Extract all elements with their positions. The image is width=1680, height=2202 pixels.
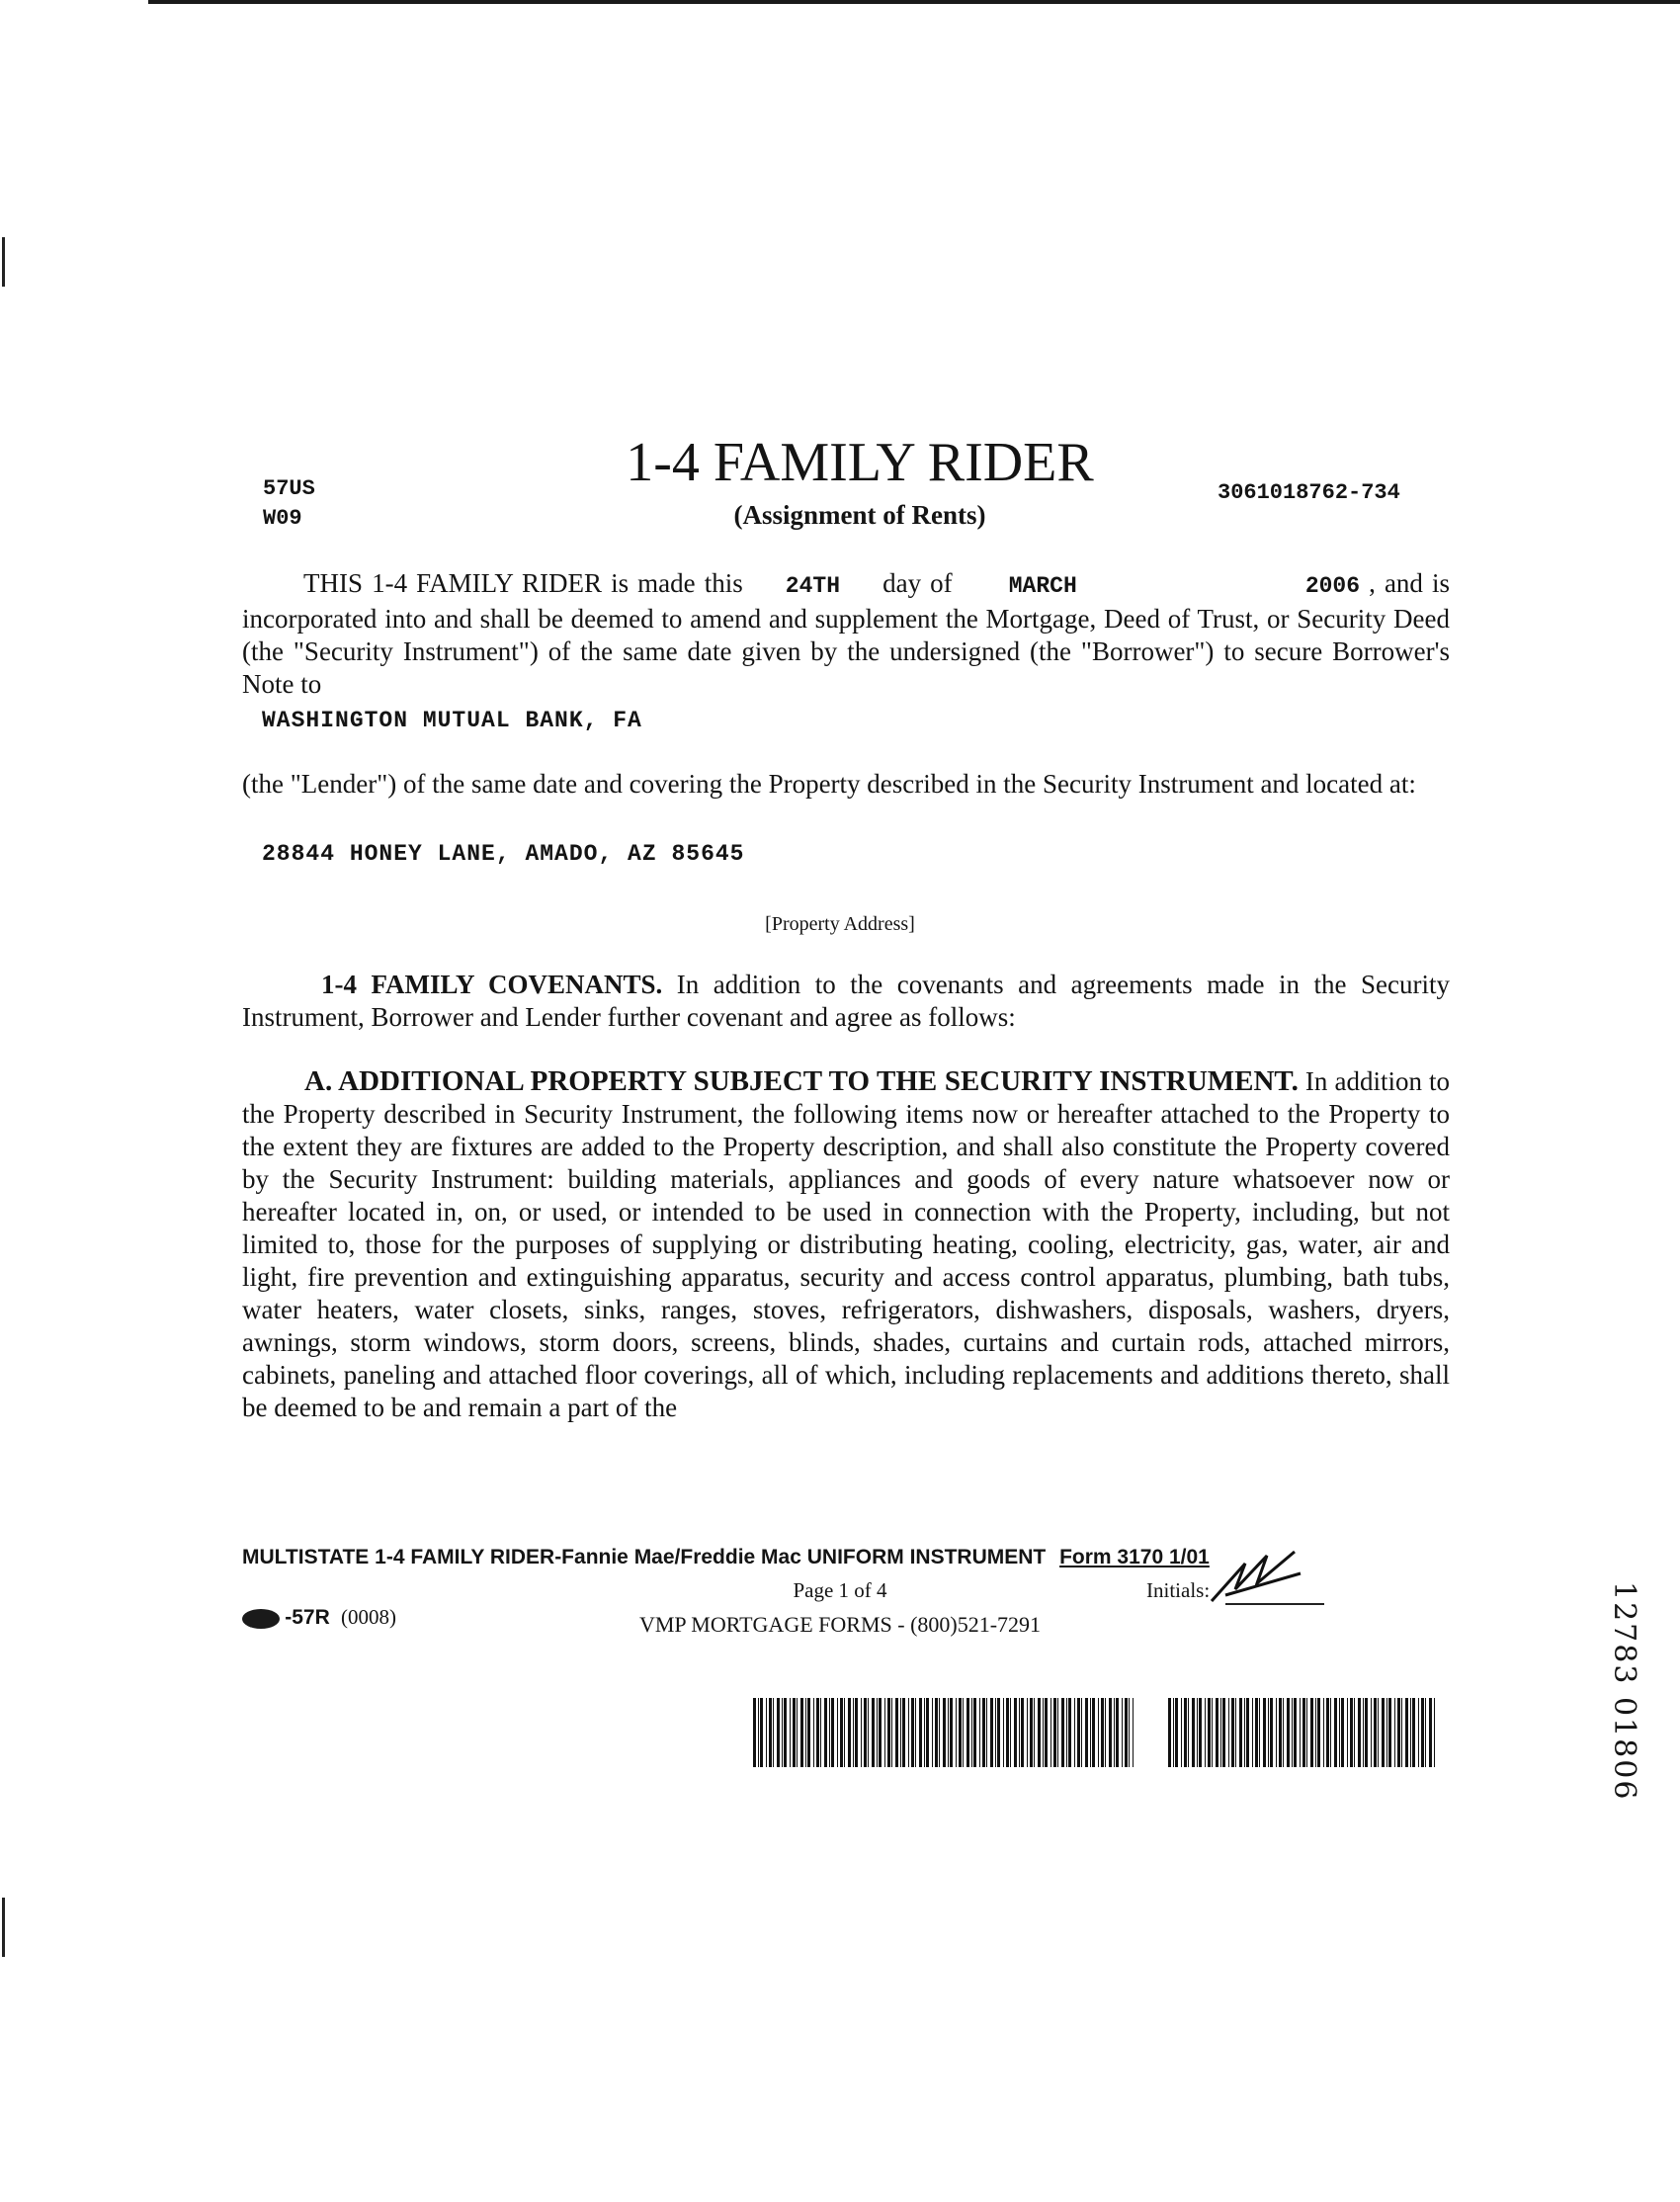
barcode-bar [1092,1698,1095,1767]
initials-label: Initials: [1146,1578,1211,1602]
barcode-bar [837,1698,838,1767]
barcode-bar [1081,1698,1082,1767]
intro-day: 24TH [785,573,841,599]
barcode-bar [1306,1698,1307,1767]
barcode-bar [793,1698,796,1767]
barcode-bar [813,1698,814,1767]
barcode-bar [1006,1698,1009,1767]
barcode-bar [1027,1698,1028,1767]
barcode-bar [1425,1698,1426,1767]
intro-paragraph [242,567,1450,701]
barcode-bar [932,1698,933,1767]
intro-text-3: , and is incorporated into and shall be deemed to amend and supplement the Mortgage, Deed of Trust, or Security Deed (the "Security Instrument") of the same date given by the undersigned (the "Borrower") to secure Borrower's Note to [242,568,1451,699]
barcode-bar [760,1698,763,1767]
barcode-bar [1045,1698,1048,1767]
barcode-bar [1330,1698,1331,1767]
barcode-bar [773,1698,774,1767]
barcode-bar [853,1698,854,1767]
barcode-bar [1074,1698,1075,1767]
barcode-bar [800,1698,803,1767]
barcode-bar [790,1698,791,1767]
barcode-bar [1374,1698,1377,1767]
barcode-bar [1405,1698,1408,1767]
barcode-bar [1358,1698,1361,1767]
barcode-bar [1317,1698,1320,1767]
barcode-bar [1184,1698,1187,1767]
barcode-bar [864,1698,867,1767]
barcode-bar [848,1698,851,1767]
footer-instrument [242,1546,1210,1569]
barcode-bar [1263,1698,1266,1767]
barcode-bar [1125,1698,1128,1767]
barcode-bar [1220,1698,1221,1767]
barcode-bar [1294,1698,1297,1767]
barcode-bar [1326,1698,1329,1767]
property-address: 28844 HONEY LANE, AMADO, AZ 85645 [262,841,745,867]
barcode-bar [1421,1698,1424,1767]
barcode-bar [855,1698,858,1767]
barcode-bar [877,1698,878,1767]
barcode-bar [1043,1698,1044,1767]
barcode-bar [1205,1698,1206,1767]
barcode-bar [911,1698,914,1767]
barcode-bar [840,1698,843,1767]
barcode-bar [1173,1698,1174,1767]
barcode-bar [1228,1698,1229,1767]
barcode-bar [1334,1698,1337,1767]
barcode-bar [1231,1698,1234,1767]
property-address-label: [Property Address] [765,913,915,935]
barcode-bar [1181,1698,1182,1767]
barcode-bar [1401,1698,1402,1767]
intro-month: MARCH [1008,573,1077,599]
barcode-bar [1252,1698,1253,1767]
barcode-bar [1246,1698,1249,1767]
side-stamp-number [1609,1581,1648,1801]
barcode-bar [1412,1698,1415,1767]
barcode-bar [1114,1698,1115,1767]
barcode-bar [807,1698,810,1767]
barcode-bar [1068,1698,1071,1767]
barcode-bar [1283,1698,1284,1767]
barcode-bar [948,1698,949,1767]
covenants-paragraph [242,969,1450,1034]
barcode-bar [1434,1698,1435,1767]
barcode-bar [1077,1698,1080,1767]
barcode-bar [868,1698,869,1767]
barcode-bar [887,1698,890,1767]
barcode-bar [1021,1698,1024,1767]
top-edge-line [148,0,1680,4]
barcode-bar [1066,1698,1067,1767]
barcode-bar [950,1698,953,1767]
barcode-bar [879,1698,882,1767]
scan-mark [2,237,5,287]
vmp-code-text: -57R [285,1606,330,1629]
barcode-bar [1010,1698,1011,1767]
barcode-bar [908,1698,909,1767]
barcode-left [753,1698,1134,1767]
barcode-bar [1003,1698,1004,1767]
barcode-bar [1276,1698,1277,1767]
barcode-bar [1347,1698,1348,1767]
barcode-bar [1365,1698,1368,1767]
barcode-bar [829,1698,830,1767]
barcode-bar [935,1698,938,1767]
barcode-bar [924,1698,925,1767]
barcode-bar [891,1698,892,1767]
barcode-bar [753,1698,756,1767]
barcode-bar [1019,1698,1020,1767]
barcode-bar [1270,1698,1273,1767]
barcode-bar [1105,1698,1106,1767]
barcode-bar [1386,1698,1387,1767]
barcode-bar [1122,1698,1123,1767]
barcode-bar [1085,1698,1088,1767]
barcode-bar [979,1698,980,1767]
scan-mark [2,1898,5,1957]
lender-paragraph: (the "Lender") of the same date and covering the Property described in the Security Instrument and located at: [242,769,1416,799]
barcode-bar [1038,1698,1041,1767]
barcode-bar [959,1698,962,1767]
initials-signature [1206,1544,1324,1609]
barcode-bar [986,1698,987,1767]
barcode-bar [1199,1698,1202,1767]
barcode-bar [919,1698,922,1767]
barcode-bar [1302,1698,1305,1767]
barcode-bar [1418,1698,1419,1767]
barcode-bar [971,1698,972,1767]
barcode-bar [1053,1698,1056,1767]
barcode-right [1168,1698,1435,1767]
intro-text-1: THIS 1-4 FAMILY RIDER is made this [303,568,743,598]
barcode-bar [1382,1698,1385,1767]
barcode-bar [1235,1698,1236,1767]
barcode-bar [939,1698,940,1767]
intro-year: 2006 [1304,573,1361,599]
covenants-text: In addition to the covenants and agreements made in the Security Instrument, Borrower and Lender further covenant and agree as follows: [242,970,1450,1032]
barcode-bar [824,1698,827,1767]
section-a-paragraph [242,1065,1450,1424]
barcode-bar [1061,1698,1064,1767]
barcode-bar [1350,1698,1353,1767]
barcode-bar [831,1698,834,1767]
form-code-1: 57US [263,476,315,501]
barcode-bar [963,1698,964,1767]
barcode-bar [926,1698,929,1767]
footer-instrument-text: MULTISTATE 1-4 FAMILY RIDER-Fannie Mae/Freddie Mac UNIFORM INSTRUMENT [242,1546,1047,1568]
barcode-bar [1310,1698,1313,1767]
barcode-bar [1168,1698,1171,1767]
barcode-bar [1300,1698,1301,1767]
barcode-bar [1239,1698,1242,1767]
document-title: 1-4 FAMILY RIDER [626,432,1094,493]
barcode-bar [1133,1698,1134,1767]
barcode-bar [1101,1698,1104,1767]
barcode-bar [997,1698,1000,1767]
barcode-bar [1212,1698,1213,1767]
barcode-bar [1315,1698,1316,1767]
document-subtitle: (Assignment of Rents) [733,500,986,530]
barcode-bar [900,1698,901,1767]
barcode-bar [1034,1698,1035,1767]
barcode-bar [1339,1698,1340,1767]
barcode-bar [782,1698,783,1767]
barcode-bar [1216,1698,1218,1767]
side-stamp-text: 12783 01806 [1607,1581,1641,1802]
barcode-bar [1259,1698,1260,1767]
barcode-bar [1363,1698,1364,1767]
barcode-bar [1244,1698,1245,1767]
barcode-bar [797,1698,798,1767]
barcode-bar [1192,1698,1195,1767]
barcode-bar [1050,1698,1051,1767]
section-a-heading: A. ADDITIONAL PROPERTY SUBJECT TO THE SECURITY INSTRUMENT. [304,1065,1299,1097]
barcode-bar [1208,1698,1211,1767]
barcode-bar [966,1698,969,1767]
barcode-bar [784,1698,787,1767]
footer-form-number: Form 3170 1/01 [1059,1546,1210,1568]
barcode-bar [1388,1698,1391,1767]
barcode-bar [895,1698,898,1767]
barcode-bar [884,1698,885,1767]
vmp-forms-contact: VMP MORTGAGE FORMS - (800)521-7291 [638,1612,1042,1637]
barcode-bar [1371,1698,1372,1767]
barcode-bar [1323,1698,1324,1767]
barcode-bar [1287,1698,1290,1767]
barcode-bar [1255,1698,1258,1767]
barcode-bar [1222,1698,1225,1767]
barcode-bar [1197,1698,1198,1767]
intro-text-2: day of [882,568,953,598]
form-code-2: W09 [263,506,302,531]
barcode-bar [861,1698,862,1767]
lender-name: WASHINGTON MUTUAL BANK, FA [262,708,642,733]
barcode-bar [1188,1698,1189,1767]
barcode-bar [872,1698,875,1767]
barcode-bar [820,1698,821,1767]
section-a-text: In addition to the Property described in Security Instrument, the following items now or hereafter attached to the Property to the extent they are fixtures are added to the Property description, and shall also constitute the Property covered by the Security Instrument: building materials, appliances and goods of every nature whatsoever now or hereafter located in, on, or used, or intended to be used in connection with the Property, including, but not limited to, those for the purposes of supplying or distributing heating, cooling, electricity, gas, water, air and light, fire prevention and extinguishing apparatus, security and access control apparatus, plumbing, bath tubs, water heaters, water closets, sinks, ranges, stoves, refrigerators, dishwashers, disposals, washers, dryers, awnings, storm windows, storm doors, screens, blinds, shades, curtains and curtain rods, attached mirrors, cabinets, paneling and attached floor coverings, all of which, including replacements and additions thereto, shall be deemed to be and remain a part of the [242,1066,1451,1422]
barcode-bar [1410,1698,1411,1767]
barcode-bar [1129,1698,1130,1767]
barcode-bar [816,1698,819,1767]
barcode-bar [1268,1698,1269,1767]
barcode-bar [1030,1698,1033,1767]
barcode-bar [1378,1698,1379,1767]
barcode-bar [982,1698,985,1767]
barcode-bar [956,1698,957,1767]
barcode-bar [766,1698,767,1767]
barcode-bar [902,1698,905,1767]
barcode-bar [973,1698,976,1767]
barcode-bar [1014,1698,1017,1767]
loan-number: 3061018762-734 [1218,480,1400,505]
barcode-bar [990,1698,993,1767]
barcode-bar [915,1698,916,1767]
barcode-bar [1175,1698,1178,1767]
barcode-bar [805,1698,806,1767]
barcode-bar [769,1698,772,1767]
barcode-bar [1057,1698,1058,1767]
barcode-bar [1109,1698,1112,1767]
page-number: Page 1 of 4 [793,1578,887,1602]
barcode-bar [1116,1698,1119,1767]
barcode-bar [943,1698,946,1767]
barcode-bar [1279,1698,1282,1767]
covenants-heading: 1-4 FAMILY COVENANTS. [321,970,663,999]
vmp-version: (0008) [341,1605,397,1629]
barcode-bar [995,1698,996,1767]
barcode-bar [758,1698,759,1767]
barcode-bar [1394,1698,1395,1767]
barcode-bar [1341,1698,1344,1767]
barcode-bar [1354,1698,1355,1767]
barcode-bar [1397,1698,1400,1767]
barcode-bar [844,1698,845,1767]
barcode-bar [1098,1698,1099,1767]
barcode-bar [1090,1698,1091,1767]
barcode-bar [777,1698,780,1767]
barcode-bar [1429,1698,1432,1767]
barcode-bar [1292,1698,1293,1767]
